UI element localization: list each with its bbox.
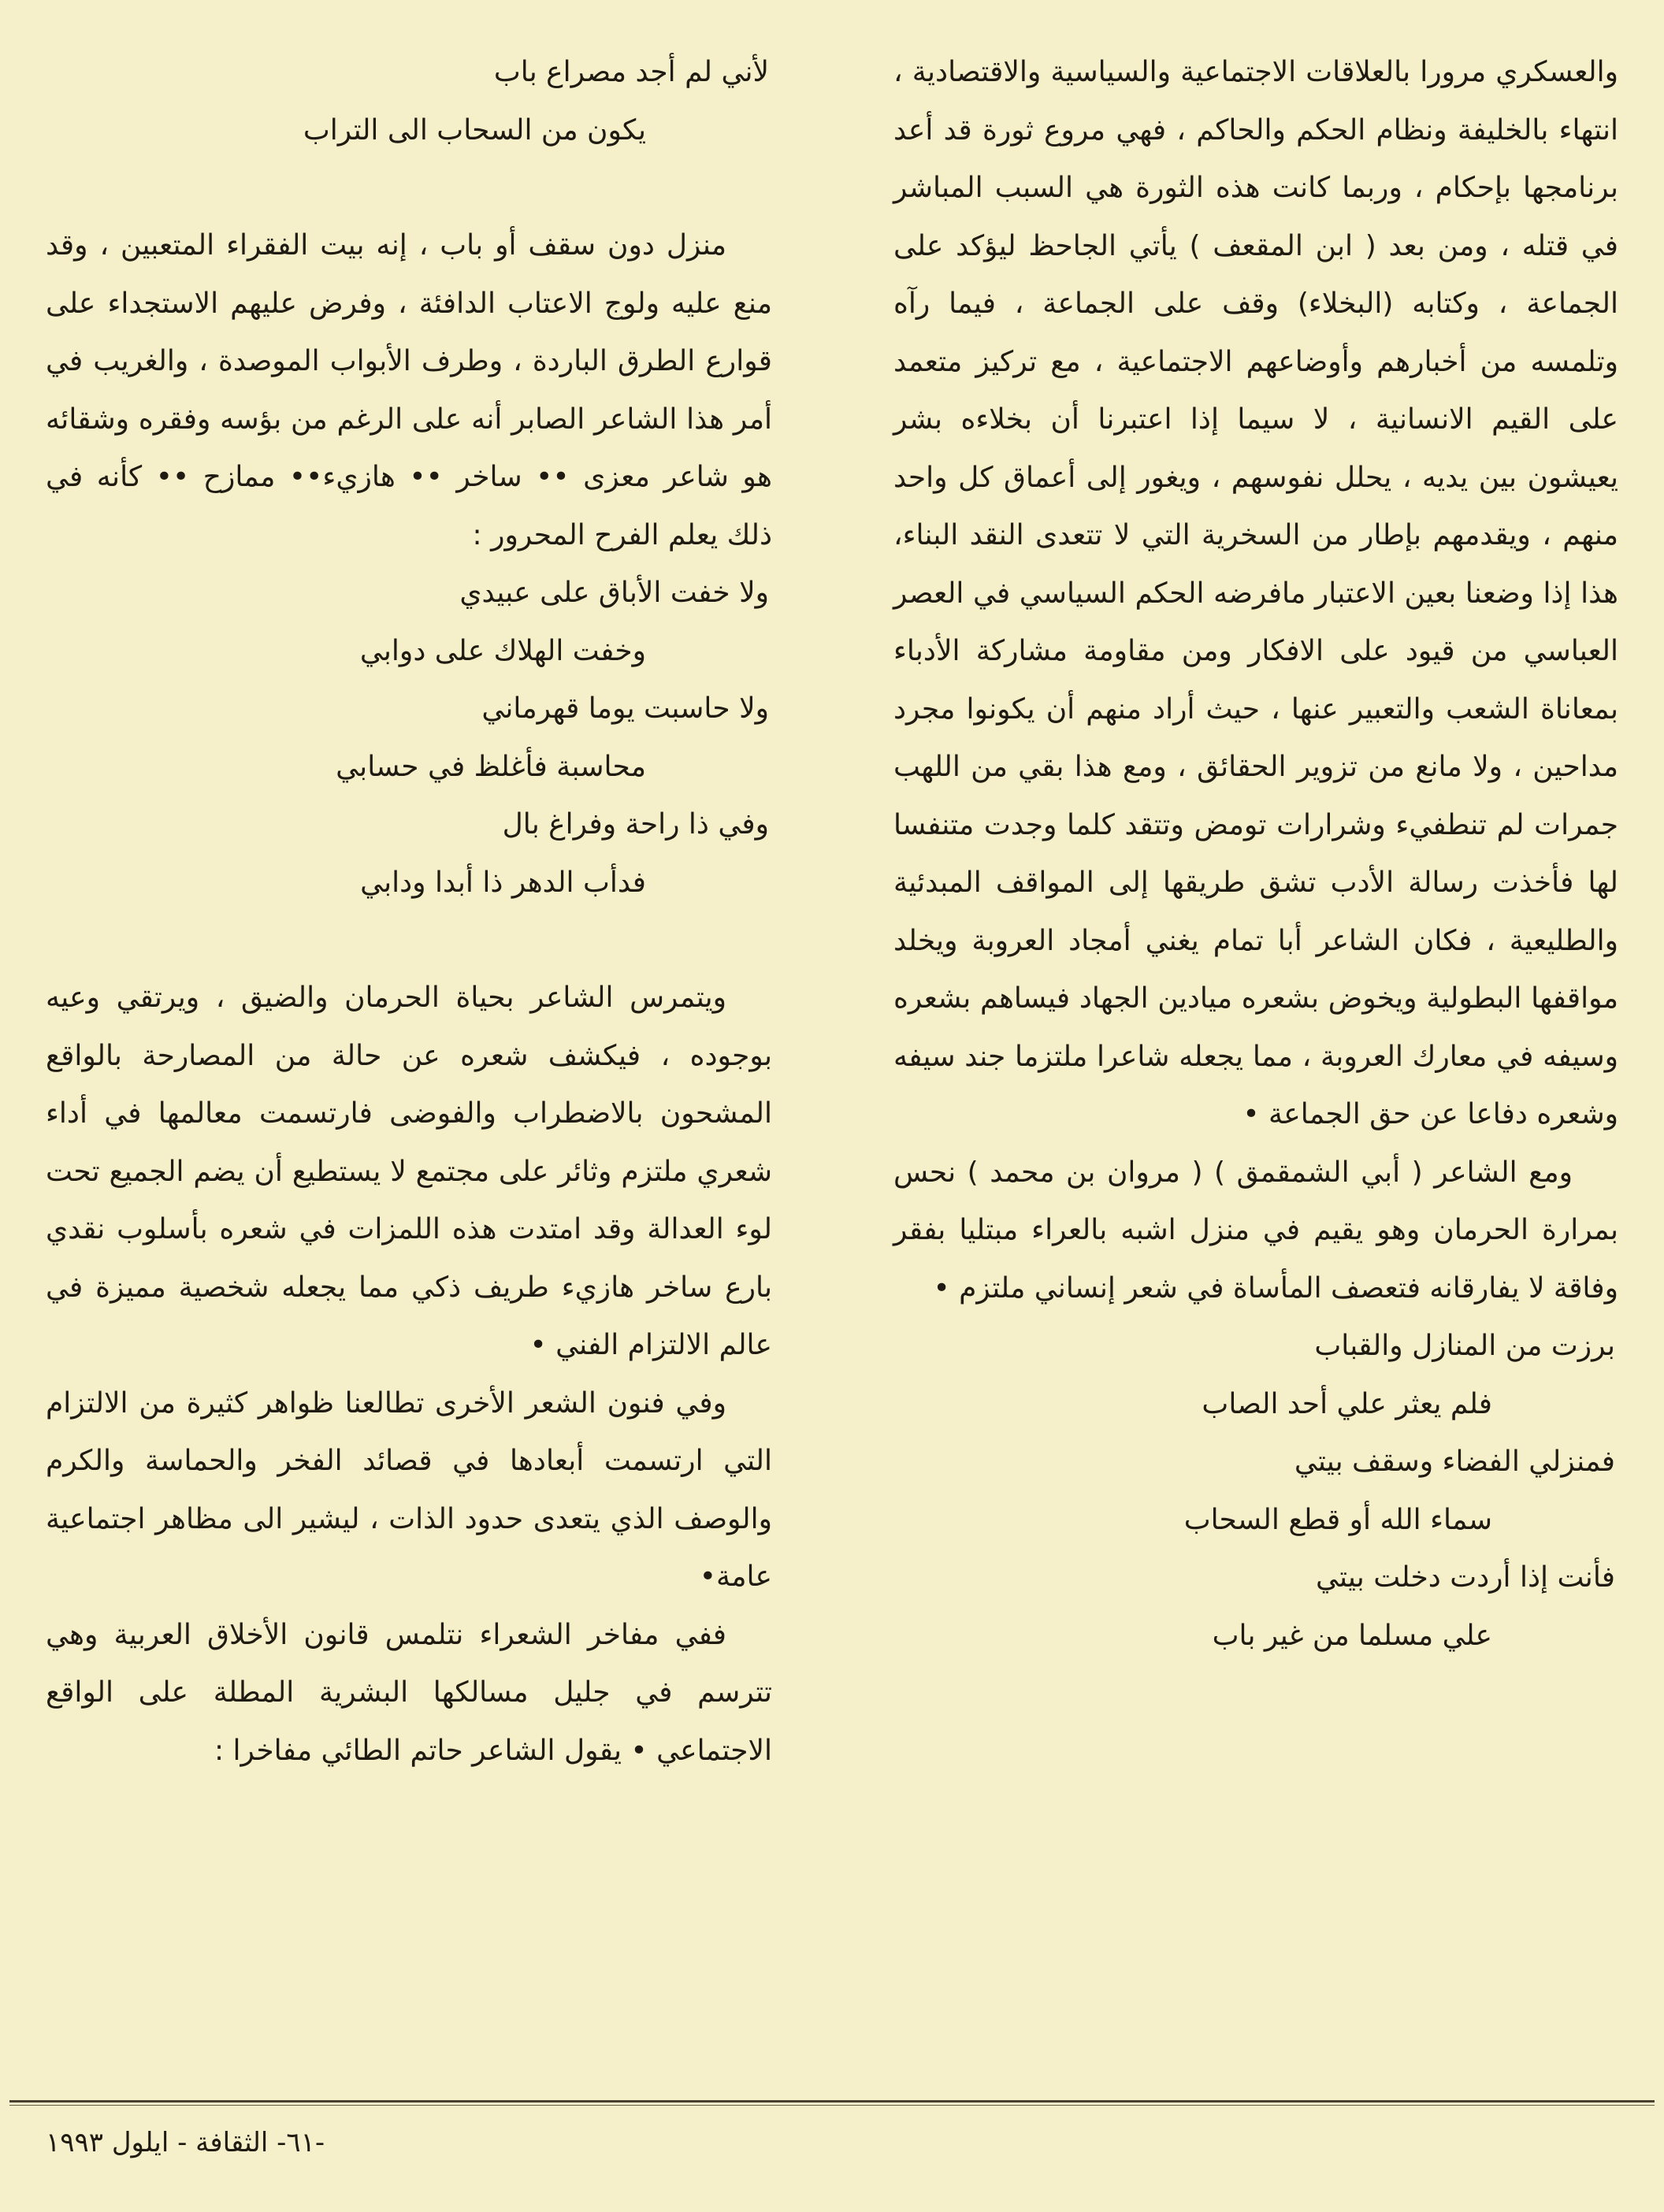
page-footer: -٦١- الثقافة - ايلول ١٩٩٣ — [46, 2127, 325, 2158]
left-column — [46, 43, 772, 1780]
body-paragraph: منزل دون سقف أو باب ، إنه بيت الفقراء المتعبين ، وقد منع عليه ولوج الاعتاب الدافئة ، وفرض عليهم الاستجداء على قوارع الطرق الباردة ، وطرف الأبواب الموصدة ، والغريب في أمر هذا الشاعر الصابر أنه على الرغم من بؤسه وفقره وشقائه هو شاعر معزى •• ساخر •• هازيء•• ممازح •• كأنه في ذلك يعلم الفرح المحرور : — [46, 229, 772, 551]
poem-verse: وفي ذا راحة وفراغ بال — [502, 808, 769, 841]
poem-verse: يكون من السحاب الى التراب — [303, 113, 646, 147]
right-column — [893, 43, 1618, 1665]
body-paragraph: ومع الشاعر ( أبي الشمقمق ) ( مروان بن محمد ) نحس بمرارة الحرمان وهو يقيم في منزل اشبه بالعراء مبتليا بفقر وفاقة لا يفارقانه فتعصف المأساة في شعر إنساني ملتزم • — [893, 1156, 1618, 1305]
poem-verse: فلم يعثر علي أحد الصاب — [1202, 1387, 1492, 1420]
body-paragraph: وفي فنون الشعر الأخرى تطالعنا ظواهر كثيرة من الالتزام التي ارتسمت أبعادها في قصائد الفخر والحماسة والكرم والوصف الذي يتعدى حدود الذات ، ليشير الى مظاهر اجتماعية عامة• — [46, 1386, 772, 1593]
poem-verse: برزت من المنازل والقباب — [1314, 1330, 1615, 1362]
footer-rule-thin — [9, 2105, 1655, 2106]
poem-verse: علي مسلما من غير باب — [1212, 1619, 1492, 1652]
poem-verse: فدأب الدهر ذا أبدا ودابي — [360, 866, 646, 899]
poem-verse: وخفت الهلاك على دوابي — [359, 634, 646, 667]
body-paragraph: ففي مفاخر الشعراء نتلمس قانون الأخلاق العربية وهي تترسم في جليل مسالكها البشرية المطلة على الواقع الاجتماعي • يقول الشاعر حاتم الطائي مفاخرا : — [46, 1618, 772, 1767]
poem-verse: لأني لم أجد مصراع باب — [493, 56, 769, 88]
spacer — [46, 911, 772, 969]
poem-verse: سماء الله أو قطع السحاب — [1183, 1503, 1492, 1536]
poem-verse: فمنزلي الفضاء وسقف بيتي — [1294, 1446, 1615, 1478]
footer-rule — [9, 2100, 1655, 2103]
poem-verse: ولا حاسبت يوما قهرماني — [481, 692, 769, 725]
body-paragraph: والعسكري مرورا بالعلاقات الاجتماعية والسياسية والاقتصادية ، انتهاء بالخليفة ونظام الحكم والحاكم ، فهي مروع ثورة قد أعد برنامجها بإحكام ، وربما كانت هذه الثورة هي السبب المباشر في قتله ، ومن بعد ( ابن المقعف ) يأتي الجاحظ ليؤكد على الجماعة ، وكتابه (البخلاء) وقف على الجماعة ، فيما رآه وتلمسه من أخبارهم وأوضاعهم الاجتماعية ، مع تركيز متعمد على القيم الانسانية ، لا سيما إذا اعتبرنا أن بخلاءه بشر يعيشون بين يديه ، يحلل نفوسهم ، ويغور إلى أعماق كل واحد منهم ، ويقدمهم بإطار من السخرية التي لا تتعدى النقد البناء، هذا إذا وضعنا بعين الاعتبار مافرضه الحكم السياسي في العصر العباسي من قيود على الافكار ومن مقاومة مشاركة الأدباء بمعاناة الشعب والتعبير عنها ، حيث أراد منهم أن يكونوا مجرد مداحين ، ولا مانع من تزوير الحقائق ، ومع هذا بقي من اللهب جمرات لم تنطفيء وشرارات تومض وتتقد كلما وجدت متنفسا لها فأخذت رسالة الأدب تشق طريقها إلى المواقف المبدئية والطليعية ، فكان الشاعر أبا تمام يغني أمجاد العروبة ويخلد مواقفها البطولية ويخوض بشعره ميادين الجهاد فيساهم بشعره وسيفه في معارك العروبة ، مما يجعله شاعرا ملتزما جند سيفه وشعره دفاعا عن حق الجماعة • — [893, 56, 1618, 1130]
poem-verse: ولا خفت الأباق على عبيدي — [459, 577, 769, 609]
poem-verse: محاسبة فأغلظ في حسابي — [336, 750, 646, 783]
spacer — [46, 159, 772, 217]
body-paragraph: ويتمرس الشاعر بحياة الحرمان والضيق ، ويرتقي وعيه بوجوده ، فيكشف شعره عن حالة من المصارحة بالواقع المشحون بالاضطراب والفوضى فارتسمت معالمها في أداء شعري ملتزم وثائر على مجتمع لا يستطيع أن يضم الجميع تحت لوء العدالة وقد امتدت هذه اللمزات في شعره بأسلوب نقدي بارع ساخر هازيء طريف ذكي مما يجعله شخصية مميزة في عالم الالتزام الفني • — [46, 982, 772, 1361]
poem-verse: فأنت إذا أردت دخلت بيتي — [1316, 1561, 1615, 1594]
